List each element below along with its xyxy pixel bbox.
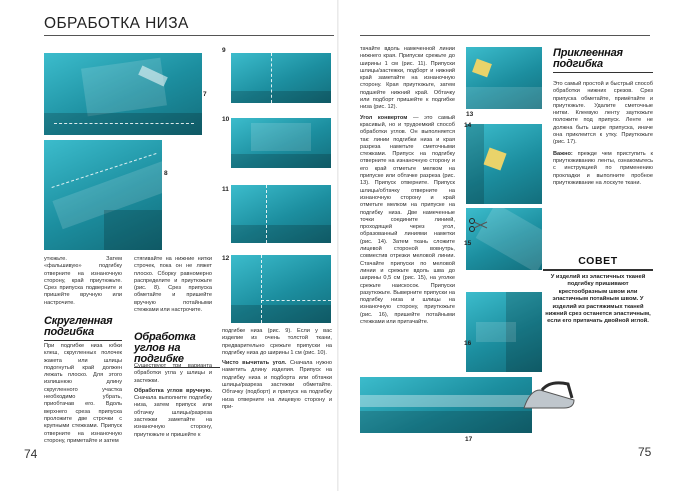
figure-8-number: 8 [164,170,168,177]
col1-paragraph-2 [44,343,122,445]
iron-icon [520,378,576,418]
figure-8-photo [44,140,162,250]
figure-7-photo [44,53,202,135]
header-rule-left [44,35,334,36]
heading-corners: Обработка углов на подгибке [134,331,196,365]
page-number-left: 74 [24,447,38,461]
figure-9-number: 9 [222,47,226,54]
heading-rounded-hem: Скругленная подгибка [44,315,113,338]
col4-paragraph [360,46,455,326]
header-rule-right [360,35,650,36]
tip-title: СОВЕТ [578,255,618,267]
figure-11-number: 11 [222,186,229,193]
figure-10-photo [231,118,331,168]
heading-glued-hem: Приклеенная подгибка [553,47,623,70]
figure-17-photo [360,377,532,433]
page-title: ОБРАБОТКА НИЗА [44,15,189,32]
figure-9-photo [231,53,331,103]
figure-16-photo [466,292,542,372]
figure-7-number: 7 [203,91,207,98]
col1-heading [44,316,122,341]
figure-10-number: 10 [222,116,230,123]
figure-17-number: 17 [465,436,473,443]
figure-15-number: 15 [464,240,472,247]
col2-text-1: стягивайте на нижние нитки строчек, пока он не ляжет плоско. Сборку равномерно распределите и приутюжьте (рис. 8). Срез припуска обметайте и пришейте вручную потайными стежками или настрочите. [134,256,212,314]
figure-14-photo [466,124,542,204]
col3-text-1: подгибке низа (рис. 9). Если у вас изделие из очень толстой ткани, предварительно срежьте припуски на подгибку низа до ширины 1 см (рис. 10). [222,328,332,356]
col2-paragraph-2 [134,363,212,439]
tip-rule [543,269,653,271]
col5-text-2: Важно: прежде чем приступить к приутюживанию ленты, ознакомьтесь с инструкцией по применению прокладки и выполните пробное приутюживание на лоскуте ткани. [553,150,653,186]
col3-text-2: Чисто вычитать угол. Сначала нужно наметить длину изделия. Припуск на подгибку низа и подборта или обтачки шлицы/разреза застежки обметайте. Обтачку (подборт) и припуск на подгибку низа отверните на лицевую сторону и при- [222,360,332,410]
col5-heading [553,48,653,73]
figure-12-number: 12 [222,255,230,262]
col4-text-2: Угол конвертом — это самый красивый, но и трудоемкий способ обработки углов. Он выполняется так: линии подгибки низа и края разреза наметьте сметочными стежками. Припуск на подгибку отверните на изнаночную сторону и его край отметьте мелком на припуске или обтачке разреза (рис. 13). Припуск отверните. Припуск шлицы/обтачку отверните на изнаночную сторону и край отметьте мелком на припуске на подгибку низа. Две намеченные точки соедините линией, проходящей через угол, образованный линиями наметки (рис. 14). Затем ткань сложите лицевой стороной вовнутрь, совместив отрезки меловой линии. Стачайте припуски по меловой линии и срежьте вдоль шва до ширины 0,5 см (рис. 15), на уголке срежьте наискосок. Припуски разутюжьте. Выверните припуски на подгибку низа и шлицы на изнаночную сторону, приутюжьте (рис. 16), пришейте потайными стежками или притачайте. [360,114,455,325]
page-number-right: 75 [638,445,652,459]
figure-13-photo [466,47,542,109]
figure-16-number: 16 [464,340,472,347]
page-gutter [337,0,339,491]
tip-box [543,255,653,326]
scissors-icon [468,218,488,232]
col2-text-2: Существуют три варианта обработки угла у шлицы и застежки. [134,363,212,384]
col4-text-1: тачайте вдоль намеченной линии нижнего края. Припуски срежьте до ширины 1 см (рис. 11). Припуски шлицы/застежки, подборт и нижний край заметайте на изнаночную сторону. Края приутюжьте, затем подшейте нижний край. Обтачку или подборт пришейте к подгибке низа (рис. 12). [360,46,455,111]
col1-paragraph-1 [44,256,122,307]
figure-12-photo [231,255,331,323]
col1-text-2: При подгибке низа юбки клеш, скругленных полочек жакета или шлицы подогнутый край должен лежать плоско. Для этого излишнюю длину скругленного участка необходимо убрать, приобтачав его. Вдоль верхнего среза припуска проложите две строчки с крупными стежками. Припуск отверните на изнаночную сторону, приметайте и затем [44,343,122,444]
col5-text-1: Это самый простой и быстрый способ обработки нижних срезов. Срез припуска обметайте, примётайте и приутюжьте. Удалите сметочные нитки. Клеевую ленту заутюжьте положите под припуск. Ленте не должна быть шире припуска, иначе она приклеится к утку. Приутюжьте (рис. 17). [553,81,653,146]
col2-text-3: Обработка углов вручную. Сначала выполните подгибку низа, затем припуск или обтачку шлицы/разреза застежки заметайте на изнаночную сторону, приутюжьте и пришейте к [134,387,212,438]
figure-11-photo [231,185,331,243]
col3-paragraph [222,328,332,411]
col1-text-1: утюжьте. Затем «фальшивую» подгибку отверните на изнаночную сторону, край приутюжьте. Срез припуска подверните и пришейте вручную или настрочите. [44,256,122,306]
figure-14-number: 14 [464,122,472,129]
col5-paragraph [553,81,653,187]
col2-paragraph-1 [134,256,212,314]
tip-text: У изделий из эластичных тканей подгибку пришивают крестообразным швом или эластичным потайным швом. У изделий из растяжимых тканей нижний срез останется эластичным, если его притачать двойной иглой. [545,274,651,325]
figure-13-number: 13 [466,111,474,118]
